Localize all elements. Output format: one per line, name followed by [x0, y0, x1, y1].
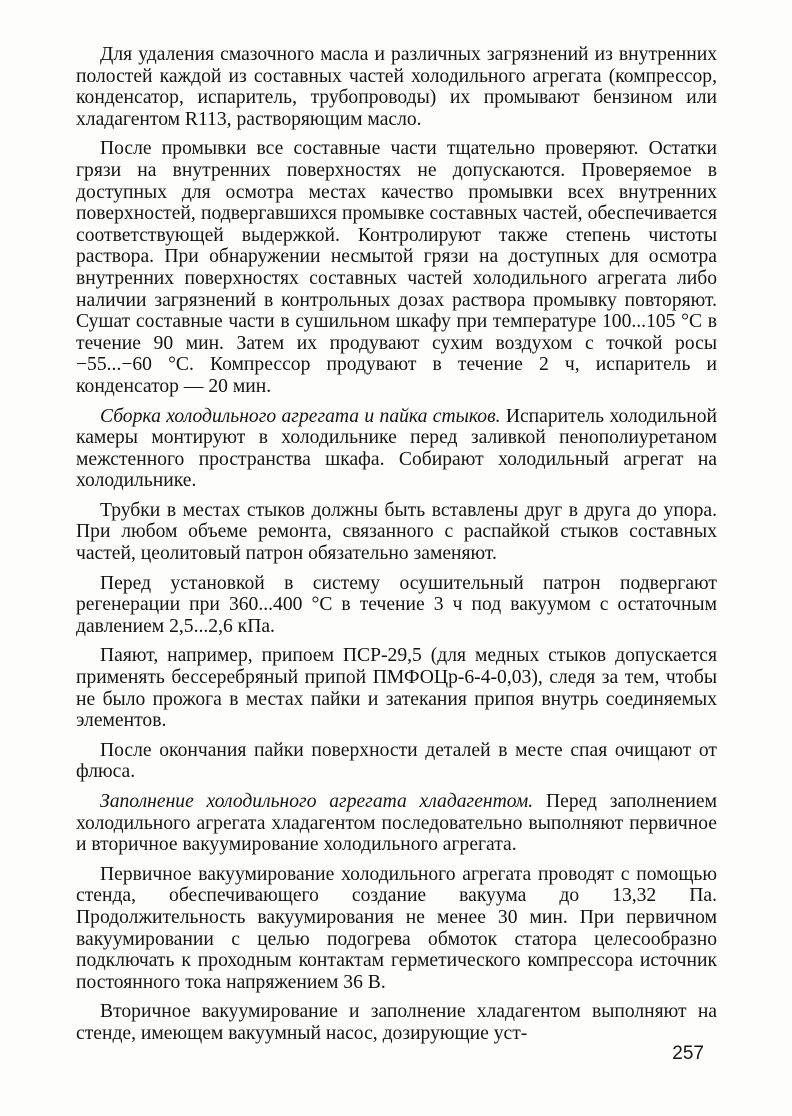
section-heading-assembly: Сборка холодильного агрегата и пайка стыков. [100, 405, 501, 427]
section-heading-charging: Заполнение холодильного агрегата хладагентом. [100, 791, 534, 812]
paragraph-soldering: Паяют, например, припоем ПСР-29,5 (для медных стыков допускается применять бессеребряный припой ПМФОЦр-6-4-0,03), следя за тем, чтобы не было прожога в местах пайки и затекания припоя внутрь соединяемых элементов. [76, 645, 717, 732]
paragraph-inspection: После промывки все составные части тщательно проверяют. Остатки грязи на внутренних поверхностях не допускаются. Проверяемое в доступных для осмотра местах качество промывки всех внутренних поверхностей, подвергавшихся промывке составных частей, обеспечивается соответствующей выдержкой. Контролируют также степень чистоты раствора. При обнаружении несмытой грязи на доступных для осмотра внутренних поверхностях составных частей холодильного агрегата либо наличии загрязнений в контрольных дозах раствора промывку повторяют. Сушат составные части в сушильном шкафу при температуре 100...105 °С в течение 90 мин. Затем их продувают сухим воздухом с точкой росы −55...−60 °С. Компрессор продувают в течение 2 ч, испаритель и конденсатор — 20 мин. [76, 138, 717, 397]
paragraph-primary-vacuum: Первичное вакуумирование холодильного агрегата проводят с помощью стенда, обеспечивающего создание вакуума до 13,32 Па. Продолжительность вакуумирования не менее 30 мин. При первичном вакуумировании с целью подогрева обмоток статора целесообразно подключать к проходным контактам герметического компрессора источник постоянного тока напряжением 36 В. [76, 863, 717, 993]
paragraph-flux: После окончания пайки поверхности деталей в месте спая очищают от флюса. [76, 739, 717, 783]
page-number: 257 [672, 1043, 704, 1064]
paragraph-secondary-vacuum: Вторичное вакуумирование и заполнение хладагентом выполняют на стенде, имеющем вакуумный насос, дозирующие уст- [76, 1001, 717, 1044]
paragraph-tubes: Трубки в местах стыков должны быть вставлены друг в друга до упора. При любом объеме ремонта, связанного с распайкой стыков составных частей, цеолитовый патрон обязательно заменяют. [76, 499, 717, 565]
paragraph-assembly-text: Испаритель холодильной камеры монтируют в холодильнике перед заливкой пенополиуретаном межстенного пространства шкафа. Собирают холодильный агрегат на холодильнике. [76, 405, 717, 492]
paragraph-assembly [76, 406, 717, 492]
paragraph-charging [76, 791, 717, 856]
paragraph-charging-text: Перед заполнением холодильного агрегата хладагентом последовательно выполняют первичное и вторичное вакуумирование холодильного агрегата. [76, 791, 718, 856]
paragraph-regeneration: Перед установкой в систему осушительный патрон подвергают регенерации при 360...400 °С в течение 3 ч под вакуумом с остаточным давлением 2,5...2,6 кПа. [76, 572, 717, 637]
body-text [76, 44, 717, 1053]
paragraph-cleaning: Для удаления смазочного масла и различных загрязнений из внутренних полостей каждой из составных частей холодильного агрегата (компрессор, конденсатор, испаритель, трубопроводы) их промывают бензином или хладагентом R113, растворяющим масло. [76, 44, 717, 130]
